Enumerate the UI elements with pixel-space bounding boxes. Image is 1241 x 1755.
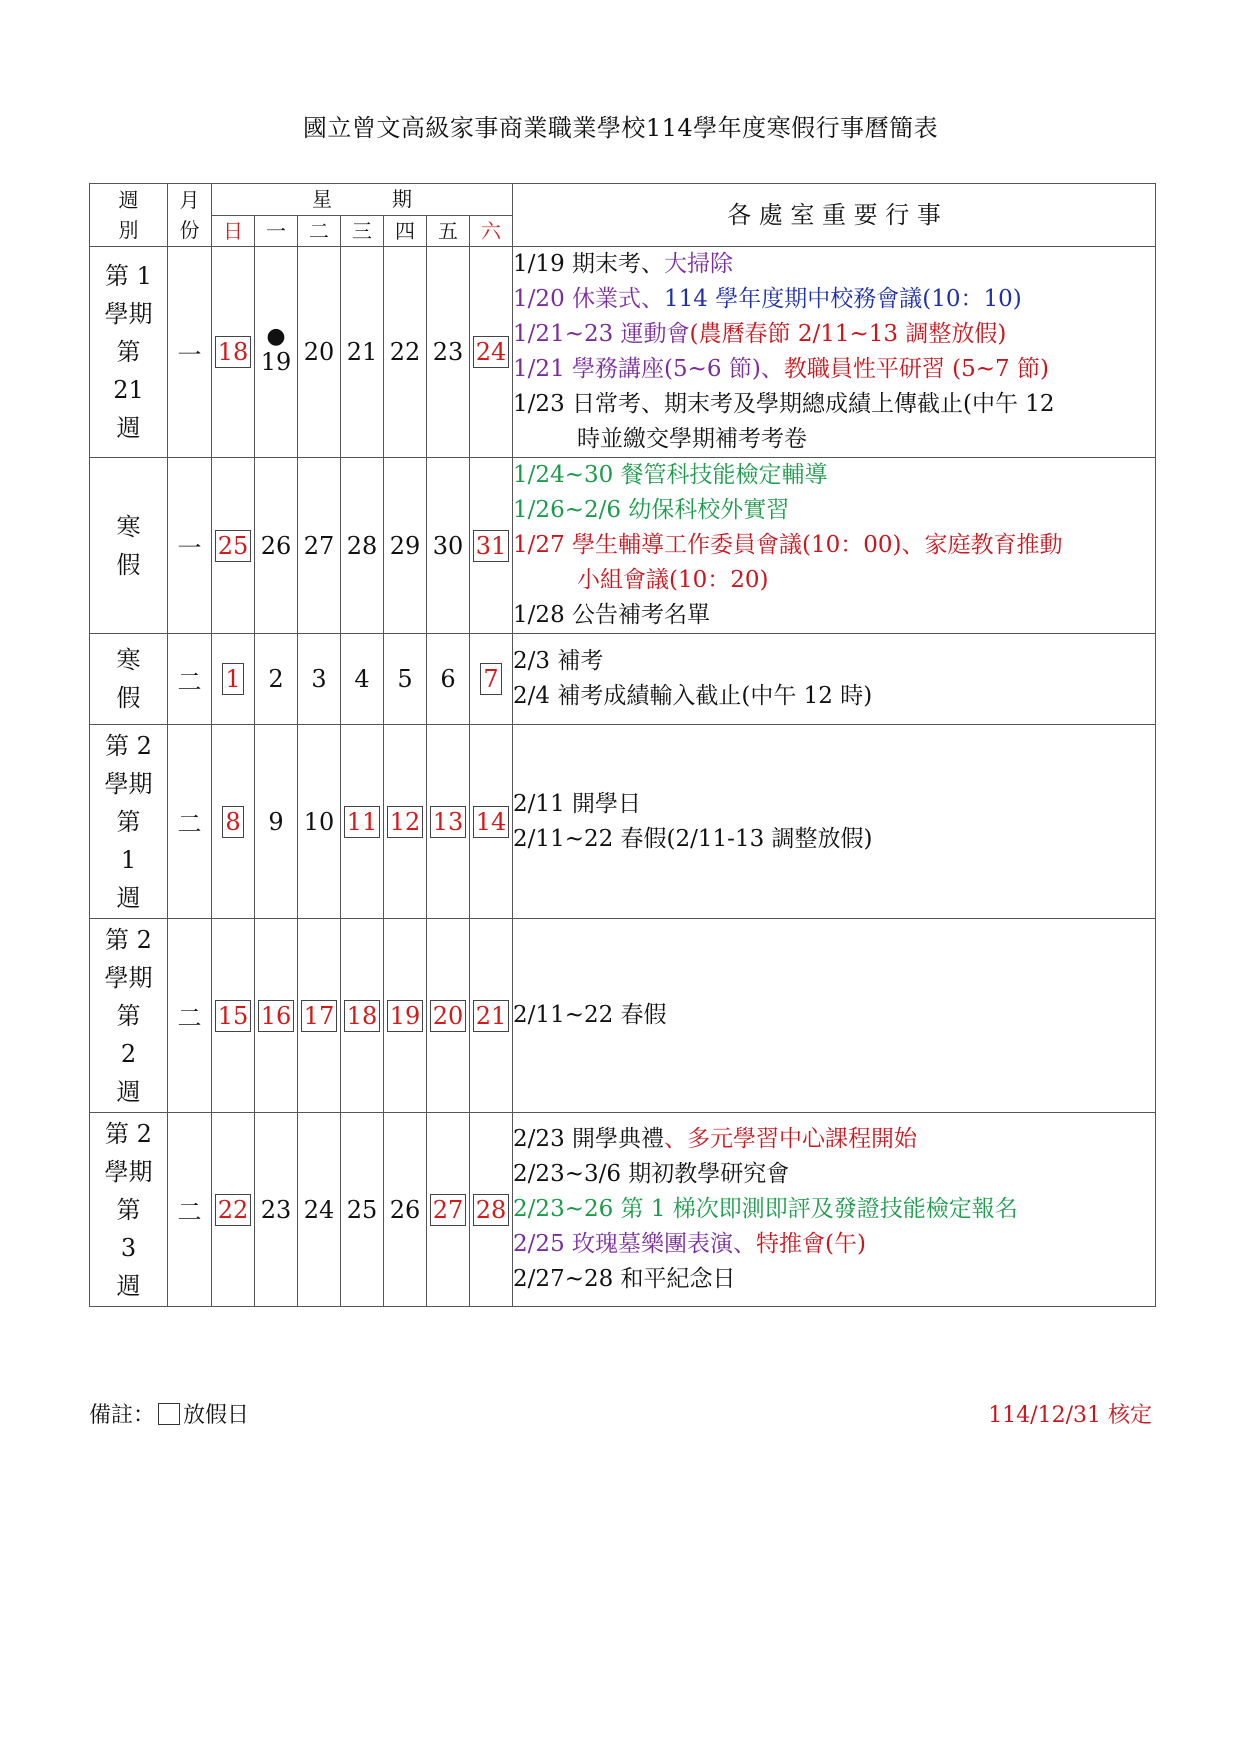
day-cell [212, 1113, 255, 1307]
day-cell [384, 634, 427, 725]
holiday-date: 12 [387, 806, 424, 838]
event-line [513, 422, 1155, 457]
event-text: 2/23~26 第 1 梯次即測即評及發證技能檢定報名 [513, 1196, 1018, 1222]
date-number: 23 [432, 338, 464, 366]
week-row [90, 725, 1156, 919]
event-line [513, 1192, 1155, 1227]
event-text: 2/23 開學典禮 [513, 1126, 665, 1152]
holiday-date: 17 [301, 1000, 338, 1032]
day-cell [255, 247, 298, 458]
event-text: 114 學年度期中校務會議(10：10) [664, 286, 1022, 312]
week-row [90, 919, 1156, 1113]
date-number: 29 [389, 531, 421, 560]
event-text: 2/11 開學日 [513, 790, 642, 817]
holiday-date: 22 [215, 1194, 252, 1226]
day-cell [212, 725, 255, 919]
date-number: 28 [346, 531, 378, 560]
week-label: 第 1 學期 第 21 週 [90, 247, 168, 458]
holiday-date: 20 [430, 1000, 467, 1032]
event-text: 1/26~2/6 幼保科校外實習 [513, 497, 790, 523]
day-cell [470, 634, 513, 725]
event-line [513, 598, 1155, 633]
note-label: 備註： [89, 1403, 156, 1428]
event-line [513, 387, 1155, 422]
day-cell [298, 634, 341, 725]
date-number: 6 [440, 665, 456, 693]
day-cell [298, 919, 341, 1113]
event-text: 1/21 學務講座(5~6 節)、 [513, 356, 784, 382]
holiday-date: 13 [430, 806, 467, 838]
event-text: 1/21~23 運動會 [513, 321, 690, 347]
day-cell [255, 919, 298, 1113]
weekday-header: 二 [298, 216, 341, 247]
holiday-date: 18 [344, 1000, 381, 1032]
event-text: 1/28 公告補考名單 [513, 602, 711, 628]
event-line [513, 1262, 1155, 1297]
day-cell [384, 458, 427, 634]
day-cell [212, 247, 255, 458]
weekday-header: 日 [212, 216, 255, 247]
day-cell [341, 247, 384, 458]
holiday-date: 1 [222, 663, 243, 695]
holiday-date: 15 [215, 1000, 252, 1032]
event-text: 特推會(午) [756, 1231, 866, 1257]
event-text: 1/19 期末考、 [513, 251, 665, 277]
holiday-date: 24 [473, 336, 510, 368]
holiday-date: 14 [473, 806, 510, 838]
footer-note [89, 1398, 249, 1429]
event-line [513, 1122, 1155, 1157]
day-cell [470, 247, 513, 458]
day-cell [470, 919, 513, 1113]
events-cell [513, 725, 1156, 919]
date-number: 22 [389, 338, 421, 366]
week-label: 寒 假 [90, 634, 168, 725]
day-cell [427, 634, 470, 725]
day-cell [212, 919, 255, 1113]
day-cell [341, 919, 384, 1113]
date-number: 30 [432, 531, 464, 560]
week-label: 寒 假 [90, 458, 168, 634]
event-line [513, 493, 1155, 528]
holiday-date: 25 [215, 530, 252, 562]
month-column-header: 月 份 [168, 184, 212, 247]
event-text: 1/24~30 餐管科技能檢定輔導 [513, 462, 828, 488]
event-line [513, 998, 1155, 1033]
date-number: 9 [268, 807, 284, 836]
date-number: 4 [354, 665, 370, 693]
header-row-1 [90, 184, 1156, 216]
day-cell [298, 247, 341, 458]
date-number: 23 [260, 1195, 292, 1224]
day-cell [298, 725, 341, 919]
event-text: 2/3 補考 [513, 648, 604, 674]
month-label: 二 [168, 919, 212, 1113]
week-label: 第 2 學期 第 1 週 [90, 725, 168, 919]
date-number: 10 [303, 807, 335, 836]
day-cell [341, 458, 384, 634]
event-line [513, 317, 1155, 352]
month-label: 一 [168, 458, 212, 634]
event-line [513, 458, 1155, 493]
events-cell [513, 247, 1156, 458]
week-label: 第 2 學期 第 2 週 [90, 919, 168, 1113]
event-text: 時並繳交學期補考考卷 [577, 426, 808, 452]
day-cell [298, 458, 341, 634]
day-cell [341, 1113, 384, 1307]
date-number: 24 [303, 1195, 335, 1224]
event-line [513, 787, 1155, 822]
day-cell [427, 1113, 470, 1307]
weekday-header: 三 [341, 216, 384, 247]
day-cell [212, 634, 255, 725]
holiday-date: 27 [430, 1194, 467, 1226]
date-number: 26 [389, 1195, 421, 1224]
day-cell [212, 458, 255, 634]
month-label: 二 [168, 1113, 212, 1307]
page-title: 國立曾文高級家事商業職業學校114學年度寒假行事曆簡表 [302, 114, 939, 142]
approval-date: 114/12/31 核定 [988, 1403, 1152, 1428]
event-text: 2/11~22 春假 [513, 1002, 667, 1028]
note-text: 放假日 [183, 1403, 250, 1428]
event-text: 、多元學習中心課程開始 [664, 1126, 918, 1152]
date-number: 26 [260, 531, 292, 560]
month-label: 二 [168, 725, 212, 919]
day-cell [427, 247, 470, 458]
day-cell [341, 725, 384, 919]
events-column-header: 各 處 室 重 要 行 事 [513, 184, 1156, 247]
event-line [513, 1227, 1155, 1262]
event-line [513, 352, 1155, 387]
date-number: 27 [303, 531, 335, 560]
holiday-date: 7 [480, 663, 501, 695]
date-number: 19 [260, 348, 292, 376]
date-number: 3 [311, 665, 327, 693]
day-cell [427, 458, 470, 634]
week-column-header: 週 別 [90, 184, 168, 247]
day-cell [341, 634, 384, 725]
holiday-date: 21 [473, 1000, 510, 1032]
week-row [90, 458, 1156, 634]
event-text: 大掃除 [664, 251, 734, 277]
holiday-date: 11 [344, 806, 381, 838]
event-text: 2/25 玫瑰墓樂團表演、 [513, 1231, 757, 1257]
week-label: 第 2 學期 第 3 週 [90, 1113, 168, 1307]
event-line [513, 644, 1155, 679]
date-number: 2 [268, 665, 284, 693]
holiday-box-legend-icon [158, 1403, 180, 1425]
day-cell [384, 247, 427, 458]
week-row [90, 634, 1156, 725]
day-cell [427, 919, 470, 1113]
day-cell [384, 725, 427, 919]
bullet-dot-icon: ● [266, 324, 286, 349]
event-text: 1/27 學生輔導工作委員會議(10：00)、家庭教育推動 [513, 532, 1063, 558]
event-line [513, 822, 1155, 857]
day-cell [470, 725, 513, 919]
holiday-date: 31 [473, 530, 510, 562]
event-text: 教職員性平研習 (5~7 節) [783, 356, 1049, 382]
day-cell [298, 1113, 341, 1307]
event-line [513, 1157, 1155, 1192]
weekday-header: 五 [427, 216, 470, 247]
holiday-date: 18 [215, 336, 252, 368]
date-number: 20 [303, 338, 335, 366]
holiday-date: 16 [258, 1000, 295, 1032]
event-line [513, 679, 1155, 714]
events-cell [513, 919, 1156, 1113]
events-cell [513, 1113, 1156, 1307]
events-cell [513, 634, 1156, 725]
date-number: 5 [397, 665, 413, 693]
holiday-date: 8 [222, 806, 243, 838]
event-text: 2/4 補考成績輸入截止(中午 12 時) [513, 683, 873, 709]
holiday-date: 28 [473, 1194, 510, 1226]
day-cell [384, 919, 427, 1113]
holiday-date: 19 [387, 1000, 424, 1032]
day-cell [255, 1113, 298, 1307]
event-text: 小組會議(10：20) [577, 567, 769, 593]
events-cell [513, 458, 1156, 634]
weekday-header: 一 [255, 216, 298, 247]
event-line [513, 282, 1155, 317]
event-text: 1/23 日常考、期末考及學期總成績上傳截止(中午 12 [513, 391, 1055, 417]
event-text: 1/20 休業式、 [513, 286, 665, 312]
day-cell [427, 725, 470, 919]
day-cell [470, 1113, 513, 1307]
weekday-header: 六 [470, 216, 513, 247]
week-row [90, 1113, 1156, 1307]
event-text: 2/27~28 和平紀念日 [513, 1266, 736, 1292]
weekday-title: 星 期 [212, 184, 513, 216]
event-text: 2/11~22 春假(2/11-13 調整放假) [513, 825, 873, 852]
day-cell [470, 458, 513, 634]
day-cell [255, 458, 298, 634]
event-line [513, 528, 1155, 563]
event-line [513, 247, 1155, 282]
month-label: 二 [168, 634, 212, 725]
day-cell [255, 634, 298, 725]
date-number: 25 [346, 1195, 378, 1224]
calendar-table [89, 183, 1156, 1307]
month-label: 一 [168, 247, 212, 458]
day-cell [384, 1113, 427, 1307]
event-text: 2/23~3/6 期初教學研究會 [513, 1161, 790, 1187]
date-number: 21 [346, 338, 378, 366]
event-text: (農曆春節 2/11~13 調整放假) [689, 321, 1007, 347]
event-line [513, 563, 1155, 598]
weekday-header: 四 [384, 216, 427, 247]
week-row [90, 247, 1156, 458]
day-cell [255, 725, 298, 919]
